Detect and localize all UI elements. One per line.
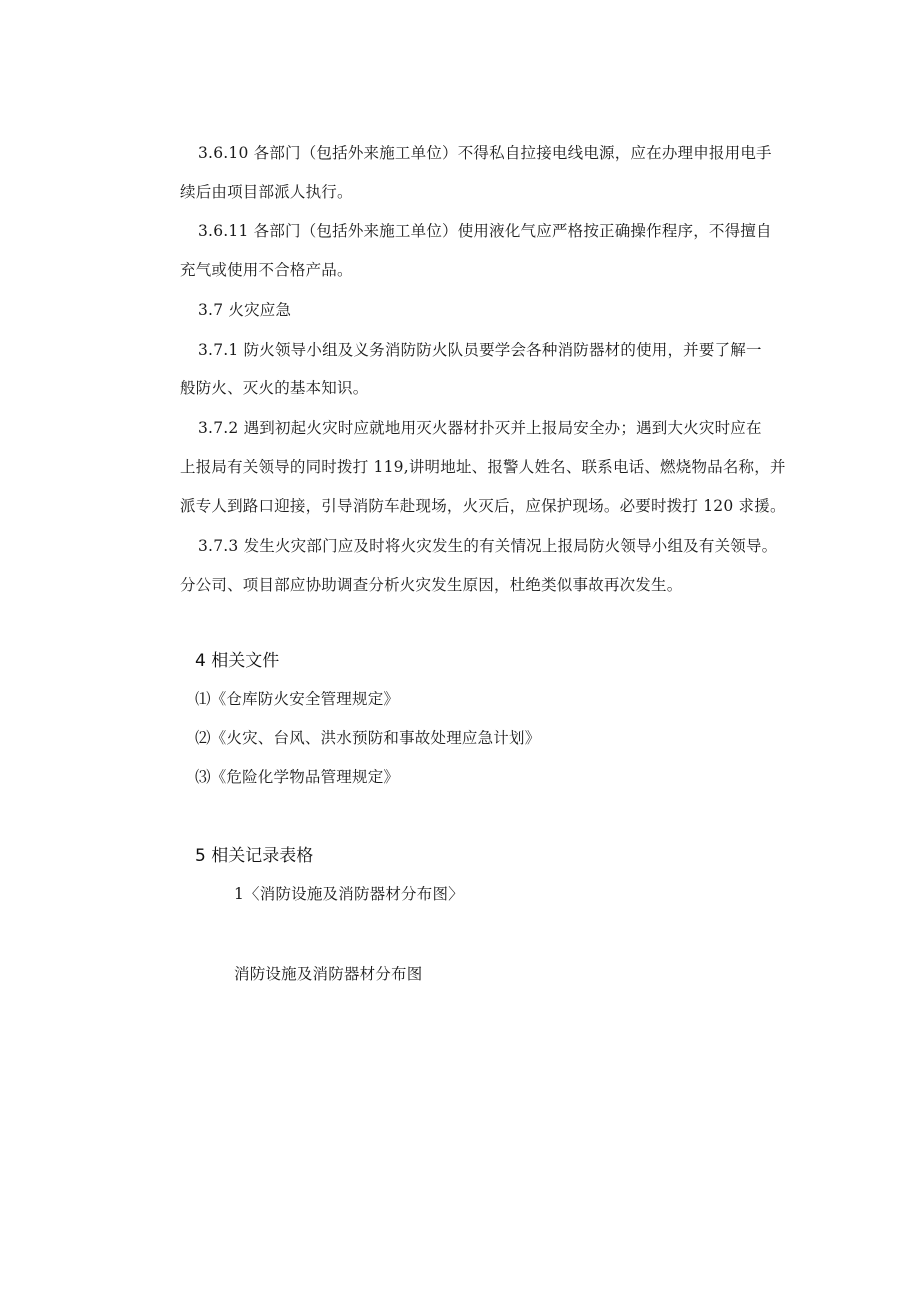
paragraph-3-6-10-line-2: 续后由项目部派人执行。 xyxy=(180,183,353,201)
paragraph-3-7-2-line-1: 3.7.2 遇到初起火灾时应就地用灭火器材扑灭并上报局安全办；遇到大火灾时应在 xyxy=(198,419,762,437)
paragraph-3-7-3-line-1: 3.7.3 发生火灾部门应及时将火灾发生的有关情况上报局防火领导小组及有关领导。 xyxy=(198,537,778,555)
related-document-item-2: ⑵《火灾、台风、洪水预防和事故处理应急计划》 xyxy=(195,729,541,747)
paragraph-3-7-1-line-1: 3.7.1 防火领导小组及义务消防防火队员要学会各种消防器材的使用，并要了解一 xyxy=(198,341,762,359)
section-3-7-title: 3.7 火灾应急 xyxy=(198,301,292,319)
paragraph-3-7-1-line-2: 般防火、灭火的基本知识。 xyxy=(180,379,369,397)
paragraph-3-7-2-line-3: 派专人到路口迎接，引导消防车赴现场，火灭后，应保护现场。必要时拨打 120 求援。 xyxy=(180,497,786,515)
record-form-item-1: 1〈消防设施及消防器材分布图〉 xyxy=(234,885,464,903)
section-5-heading: 5 相关记录表格 xyxy=(195,846,314,866)
paragraph-3-7-3-line-2: 分公司、项目部应协助调查分析火灾发生原因，杜绝类似事故再次发生。 xyxy=(180,576,683,594)
related-document-item-3: ⑶《危险化学物品管理规定》 xyxy=(195,768,400,786)
paragraph-3-6-11-line-1: 3.6.11 各部门（包括外来施工单位）使用液化气应严格按正确操作程序，不得擅自 xyxy=(198,222,772,240)
paragraph-3-6-10-line-1: 3.6.10 各部门（包括外来施工单位）不得私自拉接电线电源，应在办理申报用电手 xyxy=(198,144,772,162)
section-4-heading: 4 相关文件 xyxy=(195,651,280,671)
paragraph-3-6-11-line-2: 充气或使用不合格产品。 xyxy=(180,261,353,279)
related-document-item-1: ⑴《仓库防火安全管理规定》 xyxy=(195,690,400,708)
paragraph-3-7-2-line-2: 上报局有关领导的同时拨打 119,讲明地址、报警人姓名、联系电话、燃烧物品名称，并 xyxy=(180,458,786,476)
figure-caption: 消防设施及消防器材分布图 xyxy=(234,965,423,983)
